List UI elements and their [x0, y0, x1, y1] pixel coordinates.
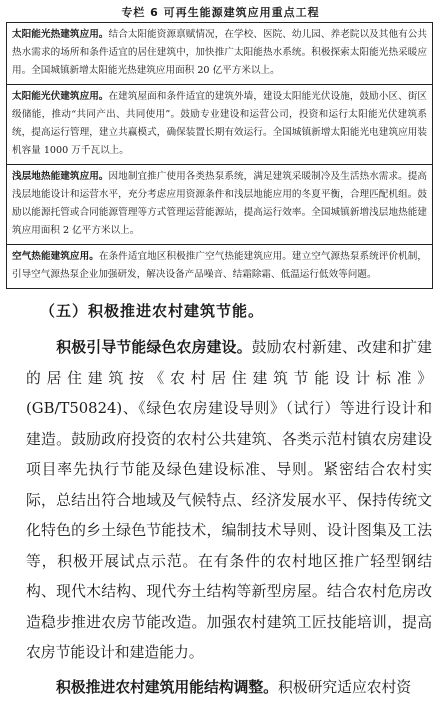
box-entry-geothermal [7, 165, 432, 245]
box-entry-heading: 太阳能光热建筑应用。 [12, 29, 109, 40]
box-entry-text: 在条件适宜地区积极推广空气热能建筑应用。建立空气源热泵系统评价机制，引导空气源热泵企业加强研发，解决设备产品噪音、结霜除霜、低温运行低效等问题。 [12, 251, 428, 280]
box-entry-text: 结合太阳能资源禀赋情况，在学校、医院、幼儿园、养老院以及其他有公共热水需求的场所和条件适宜的居住建筑中，加快推广太阳能热水系统。积极探索太阳能光热采暖应用。全国城镇新增太阳能光热建筑应用面积 20 亿平方米以上。 [12, 29, 428, 76]
paragraph-rural-green-housing [26, 333, 432, 669]
box-entry-heading: 空气热能建筑应用。 [12, 251, 99, 262]
box-entry-solar-thermal [7, 23, 432, 85]
paragraph-text: 积极研究适应农村资 [277, 679, 412, 696]
paragraph-lead: 积极推进农村建筑用能结构调整。 [56, 679, 278, 696]
paragraph-lead: 积极引导节能绿色农房建设。 [56, 339, 252, 356]
box-entry-solar-pv [7, 85, 432, 165]
paragraph-text: 鼓励农村新建、改建和扩建的居住建筑按《农村居住建筑节能设计标准》(GB/T50824)、《绿色农房建设导则》（试行）等进行设计和建造。鼓励政府投资的农村公共建筑、各类示范村镇农房建设项目率先执行节能及绿色建设标准、导则。紧密结合农村实际，总结出符合地域及气候特点、经济发展水平、保持传统文化特色的乡土绿色节能技术，编制技术导则、设计图集及工法等，积极开展试点示范。在有条件的农村地区推广轻型钢结构、现代木结构、现代夯土结构等新型房屋。结合农村危房改造稳步推进农房节能改造。加强农村建筑工匠技能培训，提高农房节能设计和建造能力。 [26, 339, 432, 661]
box-entry-heading: 浅层地热能建筑应用。 [12, 171, 109, 182]
paragraph-rural-energy-structure [26, 673, 432, 704]
key-projects-box [6, 22, 433, 289]
box-title: 专栏 6 可再生能源建筑应用重点工程 [121, 6, 320, 19]
box-entry-text: 在建筑屋面和条件适宜的建筑外墙，建设太阳能光伏设施，鼓励小区、街区级储能，推动“共同产出、共同使用”。鼓励专业建设和运营公司，投资和运行太阳能光伏建筑系统，提高运行管理，建立共赢模式，确保装置长期有效运行。全国城镇新增太阳能光电建筑应用装机容量 1000 万千瓦以上。 [12, 91, 428, 156]
box-entry-text: 因地制宜推广使用各类热泵系统，满足建筑采暖制冷及生活热水需求。提高浅层地能设计和运营水平，充分考虑应用资源条件和浅层地能应用的冬夏平衡，合理匹配机组。鼓励以能源托管或合同能源管理等方式管理运营能源站，提高运行效率。全国城镇新增浅层地热能建筑应用面积 2 亿平方米以上。 [12, 171, 428, 236]
box-entry-heading: 太阳能光伏建筑应用。 [12, 91, 109, 102]
section-heading: （五）积极推进农村建筑节能。 [40, 302, 265, 320]
box-entry-air-source [7, 245, 432, 288]
